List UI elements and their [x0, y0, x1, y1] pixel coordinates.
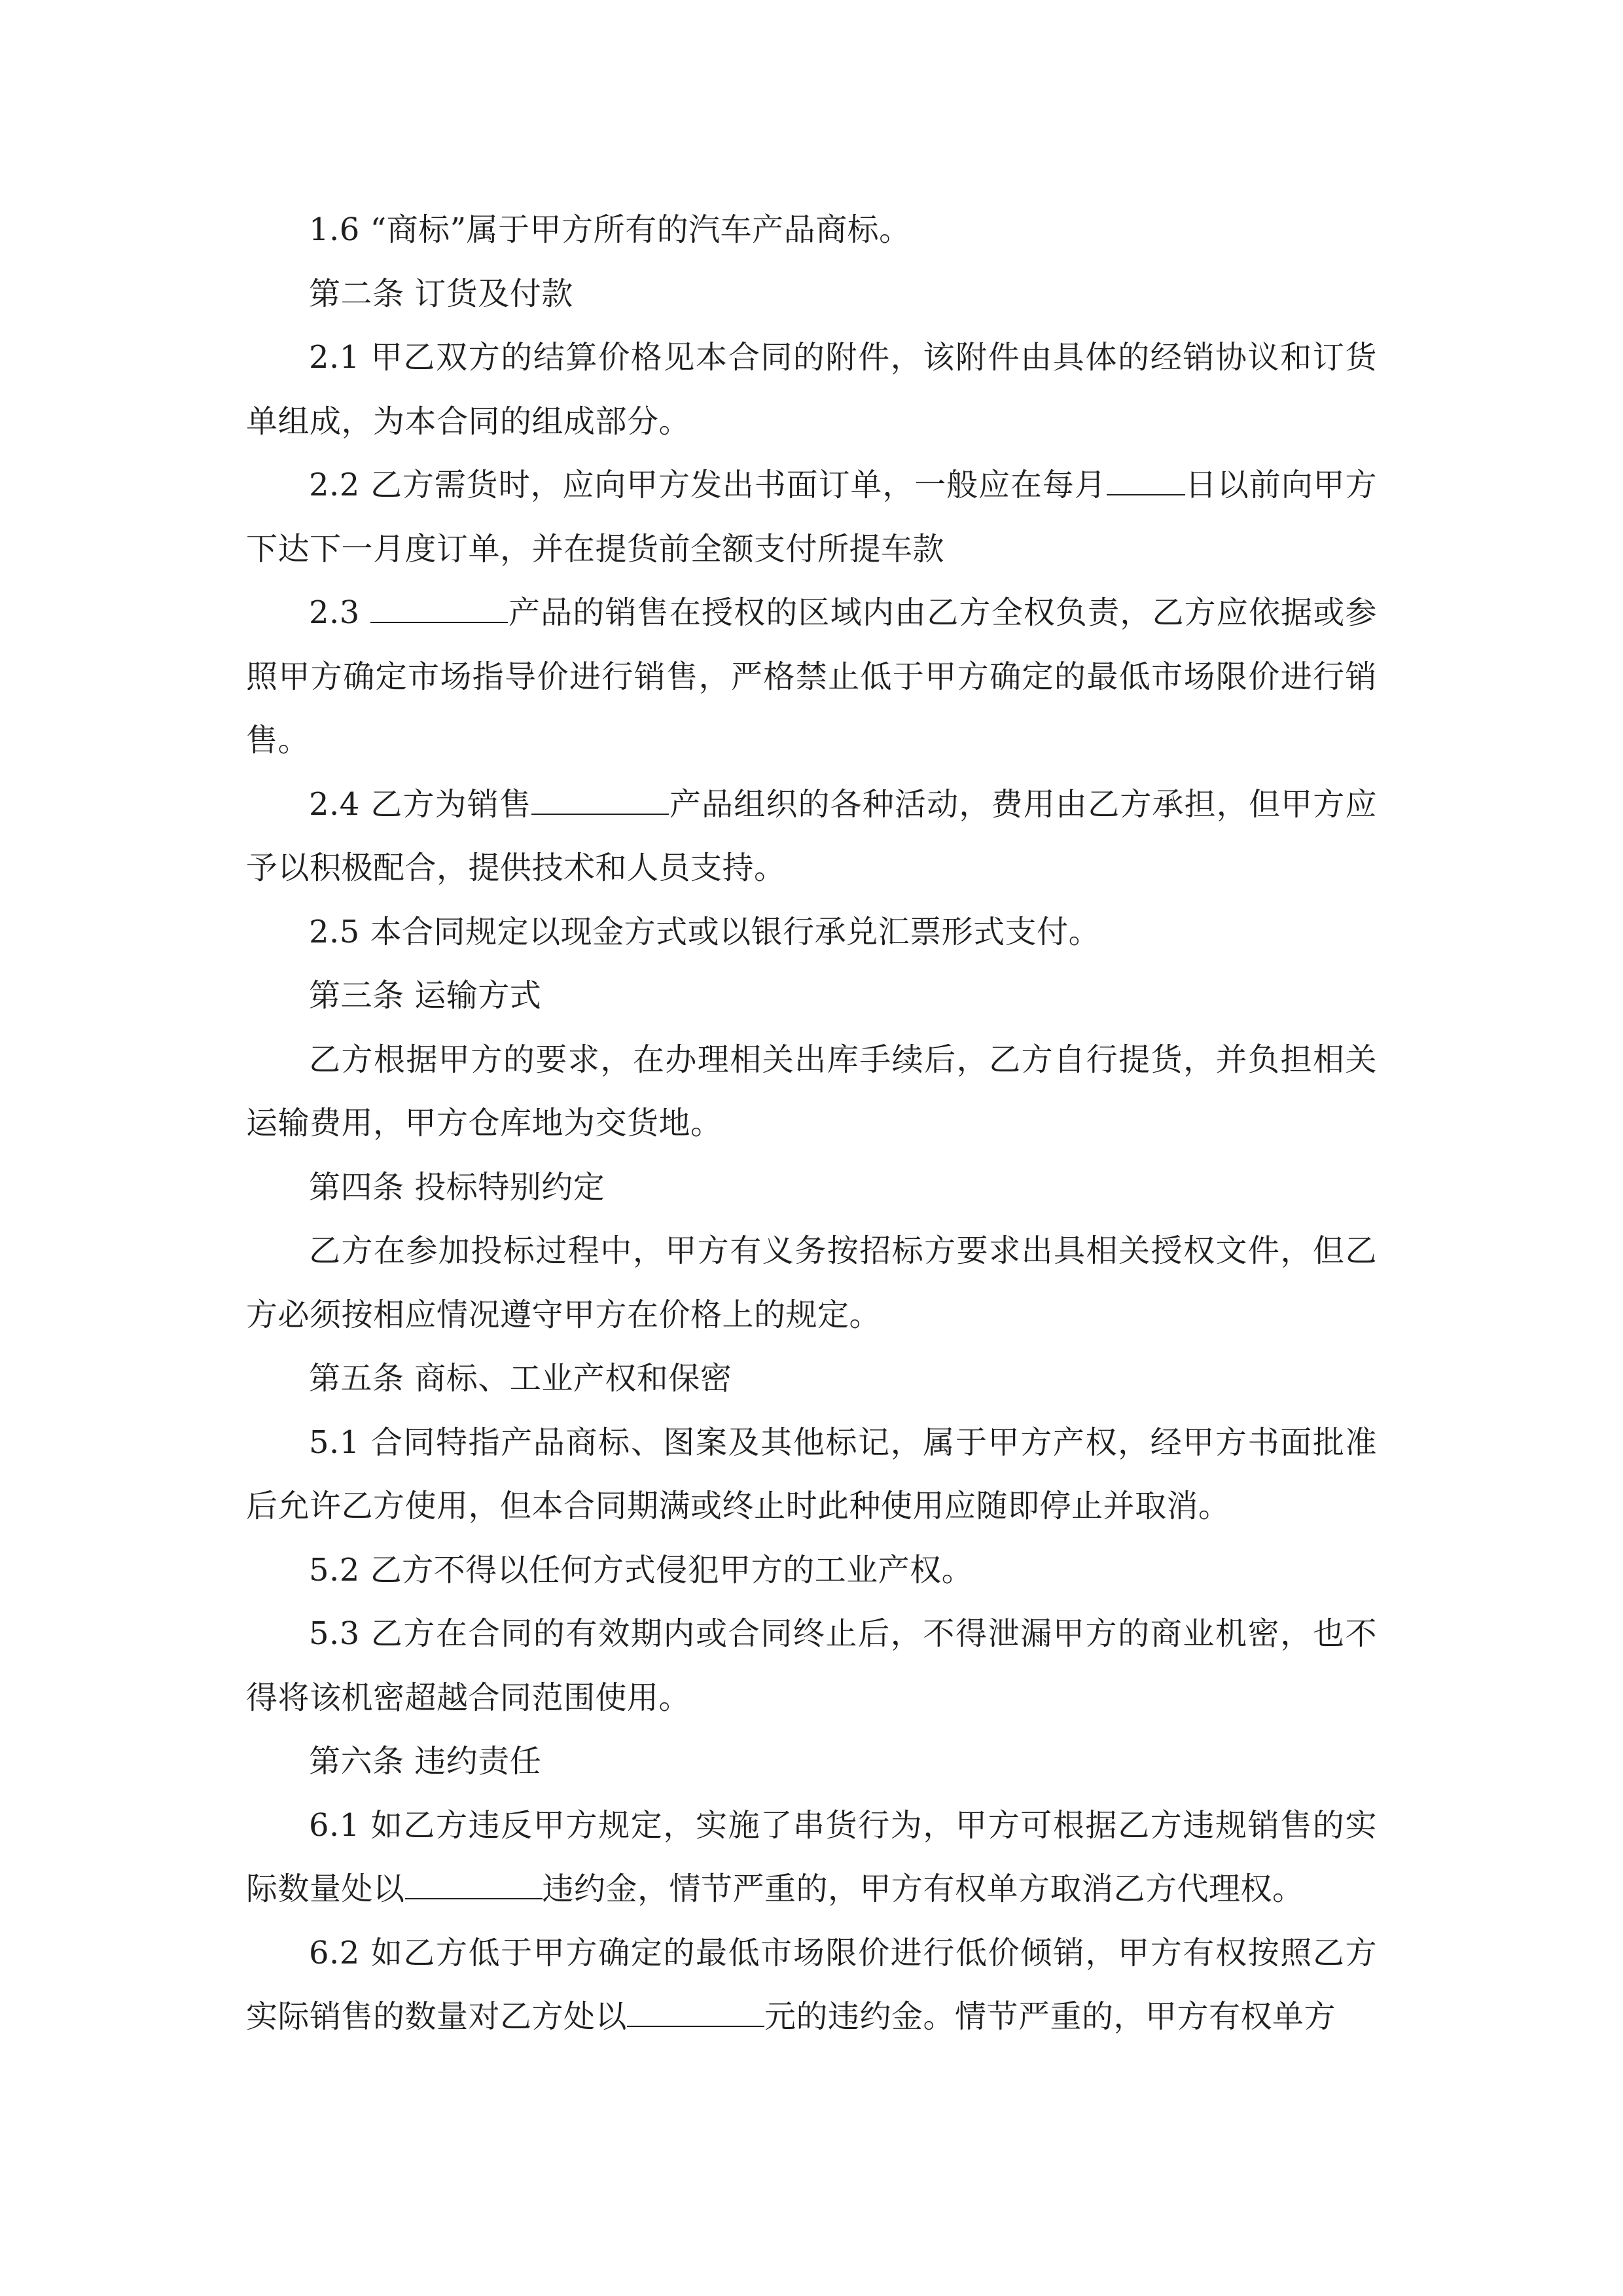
clause-6-2 [246, 1922, 1377, 2049]
clause-2-4-text-b: 产品组织的各种活动，费用由乙方承担，但甲方应予以积极配合，提供技术和人员支持。 [246, 785, 1377, 886]
clause-4: 乙方在参加投标过程中，甲方有义务按招标方要求出具相关授权文件，但乙方必须按相应情况遵守甲方在价格上的规定。 [246, 1232, 1377, 1333]
clause-3: 乙方根据甲方的要求，在办理相关出库手续后，乙方自行提货，并负担相关运输费用，甲方仓库地为交货地。 [246, 1041, 1377, 1141]
section-heading-4: 第四条 投标特别约定 [309, 1168, 605, 1206]
clause-6-1-text-b: 违约金，情节严重的，甲方有权单方取消乙方代理权。 [542, 1871, 1304, 1907]
clause-5-1: 5.1 合同特指产品商标、图案及其他标记，属于甲方产权，经甲方书面批准后允许乙方使用，但本合同期满或终止时此种使用应随即停止并取消。 [246, 1424, 1377, 1524]
clause-6-2-text-b: 元的违约金。情节严重的，甲方有权单方 [764, 1998, 1336, 2035]
section-heading-6: 第六条 违约责任 [309, 1743, 542, 1780]
section-heading-2: 第二条 订货及付款 [309, 275, 573, 312]
clause-6-2-text-a: 6.2 如乙方低于甲方确定的最低市场限价进行低价倾销，甲方有权按照乙方实际销售的数量对乙方处以 [246, 1934, 1377, 2035]
section-heading-5: 第五条 商标、工业产权和保密 [309, 1360, 732, 1397]
clause-2-3-text-a: 2.3 [309, 594, 371, 631]
section-heading-3: 第三条 运输方式 [309, 977, 542, 1014]
clause-2-4 [246, 773, 1377, 901]
clause-5-2: 5.2 乙方不得以任何方式侵犯甲方的工业产权。 [309, 1551, 974, 1588]
clause-6-1 [246, 1794, 1377, 1922]
clause-2-1: 2.1 甲乙双方的结算价格见本合同的附件，该附件由具体的经销协议和订货单组成，为本合同的组成部分。 [246, 339, 1377, 440]
clause-1-6: 1.6 “商标”属于甲方所有的汽车产品商标。 [309, 211, 911, 248]
document-body [246, 198, 1377, 2049]
clause-2-4-text-a: 2.4 乙方为销售 [309, 785, 532, 823]
clause-2-5: 2.5 本合同规定以现金方式或以银行承兑汇票形式支付。 [309, 913, 1101, 950]
fill-in-blank [1107, 471, 1185, 495]
fill-in-blank [627, 2002, 764, 2027]
clause-6-1-text-a: 6.1 如乙方违反甲方规定，实施了串货行为，甲方可根据乙方违规销售的实际数量处以 [246, 1806, 1377, 1907]
clause-2-2-text-b: 日以前向甲方下达下一月度订单，并在提货前全额支付所提车款 [246, 467, 1377, 567]
fill-in-blank [405, 1874, 543, 1899]
clause-2-2-text-a: 2.2 乙方需货时，应向甲方发出书面订单，一般应在每月 [309, 467, 1107, 503]
clause-2-2 [246, 454, 1377, 581]
fill-in-blank [370, 598, 508, 623]
clause-2-3 [246, 581, 1377, 773]
clause-5-3: 5.3 乙方在合同的有效期内或合同终止后，不得泄漏甲方的商业机密，也不得将该机密超越合同范围使用。 [246, 1615, 1377, 1716]
clause-2-3-text-b: 产品的销售在授权的区域内由乙方全权负责，乙方应依据或参照甲方确定市场指导价进行销售，严格禁止低于甲方确定的最低市场限价进行销售。 [246, 594, 1377, 759]
fill-in-blank [531, 790, 669, 815]
